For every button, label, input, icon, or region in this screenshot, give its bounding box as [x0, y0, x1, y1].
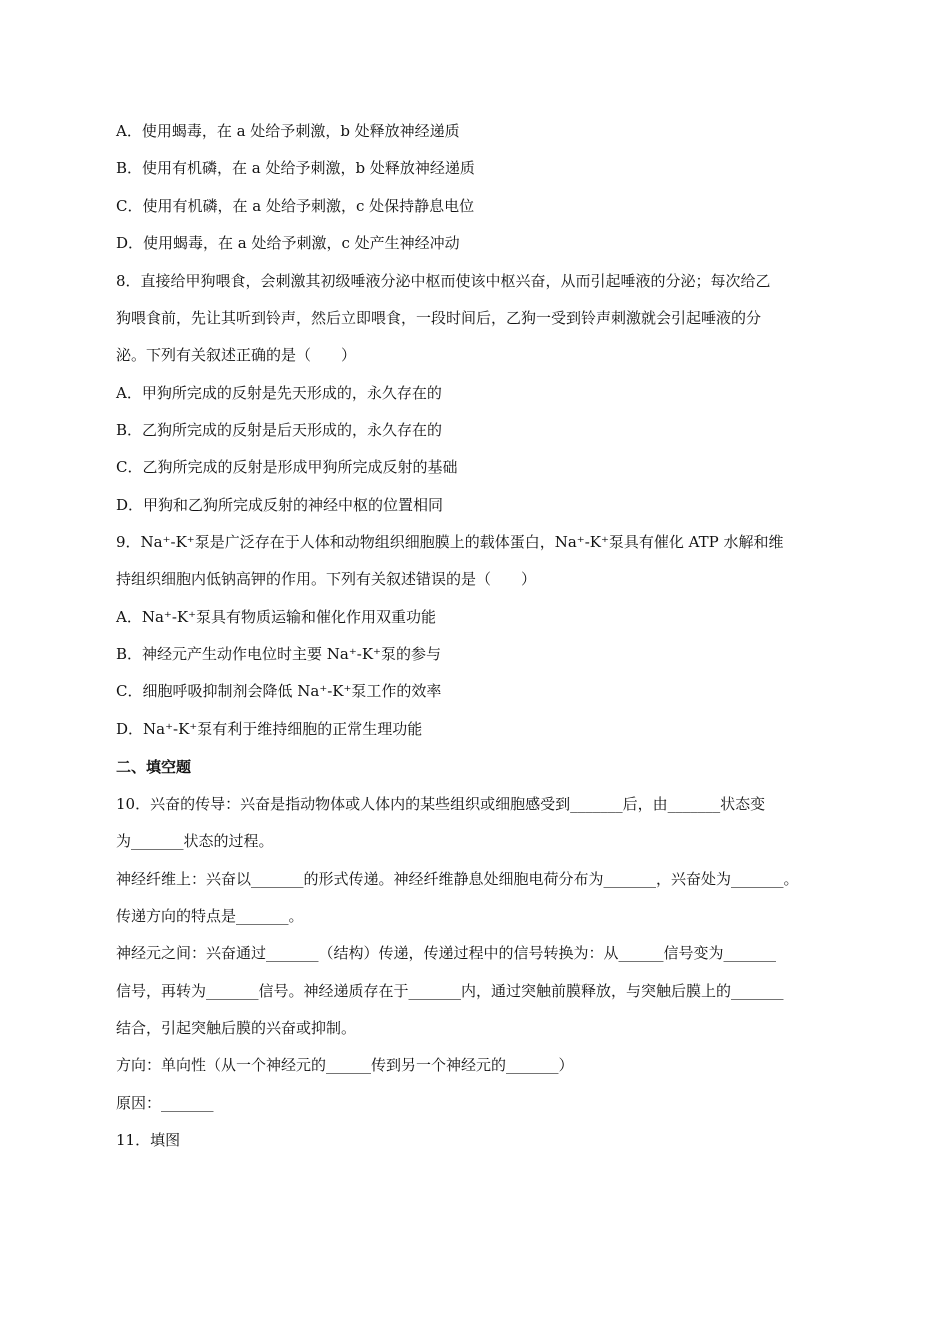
q7-option-a: A．使用蝎毒，在 a 处给予刺激，b 处释放神经递质: [116, 122, 460, 140]
q10-line-6: 信号，再转为_______信号。神经递质存在于_______内，通过突触前膜释放，与突触后膜上的_______: [116, 982, 784, 1000]
q10-line-2: 为_______状态的过程。: [116, 832, 274, 850]
q9-option-a: A．Na⁺-K⁺泵具有物质运输和催化作用双重功能: [116, 608, 437, 626]
q7-option-b: B．使用有机磷，在 a 处给予刺激，b 处释放神经递质: [116, 159, 475, 177]
q7-option-c: C．使用有机磷，在 a 处给予刺激，c 处保持静息电位: [116, 197, 475, 215]
q9-option-b: B．神经元产生动作电位时主要 Na⁺-K⁺泵的参与: [116, 645, 441, 663]
q10-line-5: 神经元之间：兴奋通过_______（结构）传递，传递过程中的信号转换为：从______信号变为_______: [116, 944, 777, 962]
q10-line-8: 方向：单向性（从一个神经元的______传到另一个神经元的_______）: [116, 1056, 574, 1074]
q8-option-d: D．甲狗和乙狗所完成反射的神经中枢的位置相同: [116, 496, 444, 514]
q7-option-d: D．使用蝎毒，在 a 处给予刺激，c 处产生神经冲动: [116, 234, 460, 252]
q9-option-d: D．Na⁺-K⁺泵有利于维持细胞的正常生理功能: [116, 720, 423, 738]
q8-option-b: B．乙狗所完成的反射是后天形成的，永久存在的: [116, 421, 443, 439]
q10-line-1: 10．兴奋的传导：兴奋是指动物体或人体内的某些组织或细胞感受到_______后，由_______状态变: [116, 795, 766, 813]
q8-option-c: C．乙狗所完成的反射是形成甲狗所完成反射的基础: [116, 458, 458, 476]
q8-stem-line-3: 泌。下列有关叙述正确的是（ ）: [116, 346, 357, 364]
q11-heading: 11．填图: [116, 1131, 181, 1149]
q8-stem-line-1: 8．直接给甲狗喂食，会刺激其初级唾液分泌中枢而使该中枢兴奋，从而引起唾液的分泌；每次给乙: [116, 272, 771, 290]
q9-stem-line-1: 9．Na⁺-K⁺泵是广泛存在于人体和动物组织细胞膜上的载体蛋白，Na⁺-K⁺泵具有催化 ATP 水解和维: [116, 533, 784, 551]
section-heading-fill-in: 二、填空题: [116, 758, 192, 776]
q10-line-7: 结合，引起突触后膜的兴奋或抑制。: [116, 1019, 357, 1037]
q10-line-9: 原因：_______: [116, 1094, 214, 1112]
q9-option-c: C．细胞呼吸抑制剂会降低 Na⁺-K⁺泵工作的效率: [116, 682, 442, 700]
q9-stem-line-2: 持组织细胞内低钠高钾的作用。下列有关叙述错误的是（ ）: [116, 570, 537, 588]
q10-line-4: 传递方向的特点是_______。: [116, 907, 304, 925]
q8-stem-line-2: 狗喂食前，先让其听到铃声，然后立即喂食，一段时间后，乙狗一受到铃声刺激就会引起唾液的分: [116, 309, 762, 327]
q10-line-3: 神经纤维上：兴奋以_______的形式传递。神经纤维静息处细胞电荷分布为_______，兴奋处为_______。: [116, 870, 799, 888]
q8-option-a: A．甲狗所完成的反射是先天形成的，永久存在的: [116, 384, 442, 402]
